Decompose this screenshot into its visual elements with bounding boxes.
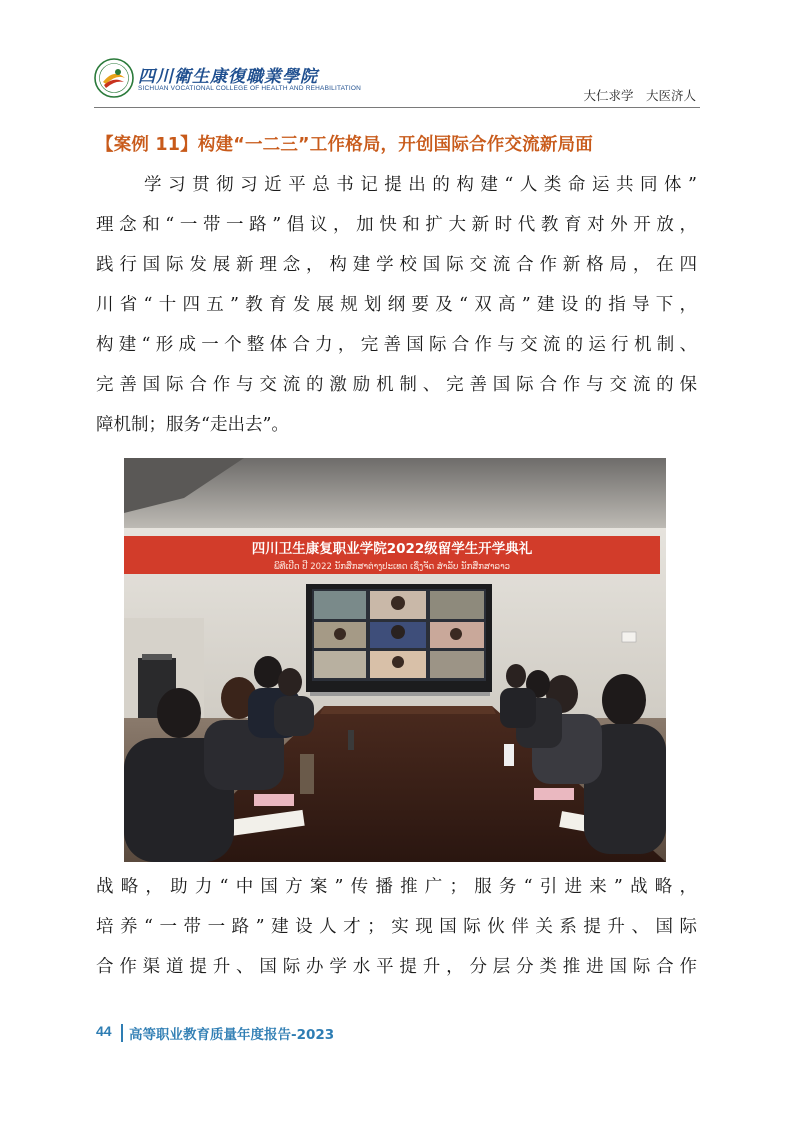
page-number: 44 xyxy=(96,1023,112,1039)
school-name-en: SICHUAN VOCATIONAL COLLEGE OF HEALTH AND REHABILITATION xyxy=(138,85,362,92)
school-name-cn: 四川衛生康復職業學院 xyxy=(138,67,318,87)
page-header xyxy=(94,52,700,108)
text-line: 川省“十四五”教育发展规划纲要及“双高”建设的指导下， xyxy=(96,295,697,315)
text-line: 合作渠道提升、国际办学水平提升，分层分类推进国际合作 xyxy=(96,957,697,977)
video-call-tiles xyxy=(314,591,484,678)
text-line: 践行国际发展新理念，构建学校国际交流合作新格局，在四 xyxy=(96,255,697,275)
banner-title-lao: ພິທີເປີດ ປີ 2022 ນັກສຶກສາຕ່າງປະເທດ ເຊິ່ງຈັດ ສຳລັບ ນັກສຶກສາລາວ xyxy=(273,562,511,572)
case-title: 【案例 11】构建“一二三”工作格局，开创国际合作交流新局面 xyxy=(96,135,593,155)
text-line: 理念和“一带一路”倡议，加快和扩大新时代教育对外开放， xyxy=(96,215,697,235)
text-line: 完善国际合作与交流的激励机制、完善国际合作与交流的保 xyxy=(96,375,697,395)
ceremony-photo-illustration xyxy=(124,458,666,862)
banner-title-cn: 四川卫生康复职业学院2022级留学生开学典礼 xyxy=(251,541,533,557)
text-line: 学习贯彻习近平总书记提出的构建“人类命运共同体” xyxy=(96,175,697,195)
text-line: 培养“一带一路”建设人才；实现国际伙伴关系提升、国际 xyxy=(96,917,697,937)
text-line: 战略，助力“中国方案”传播推广；服务“引进来”战略， xyxy=(96,877,697,897)
school-motto: 大仁求学 大医济人 xyxy=(583,88,696,103)
school-emblem-icon xyxy=(94,58,134,98)
header-divider xyxy=(94,107,700,108)
text-line: 障机制；服务“走出去”。 xyxy=(96,415,289,435)
footer-divider xyxy=(121,1024,123,1042)
report-title: 高等职业教育质量年度报告-2023 xyxy=(129,1027,335,1043)
text-line: 构建“形成一个整体合力，完善国际合作与交流的运行机制、 xyxy=(96,335,697,355)
paragraph-2 xyxy=(96,867,697,987)
paragraph-1 xyxy=(96,165,697,445)
ceremony-photo xyxy=(124,458,666,862)
